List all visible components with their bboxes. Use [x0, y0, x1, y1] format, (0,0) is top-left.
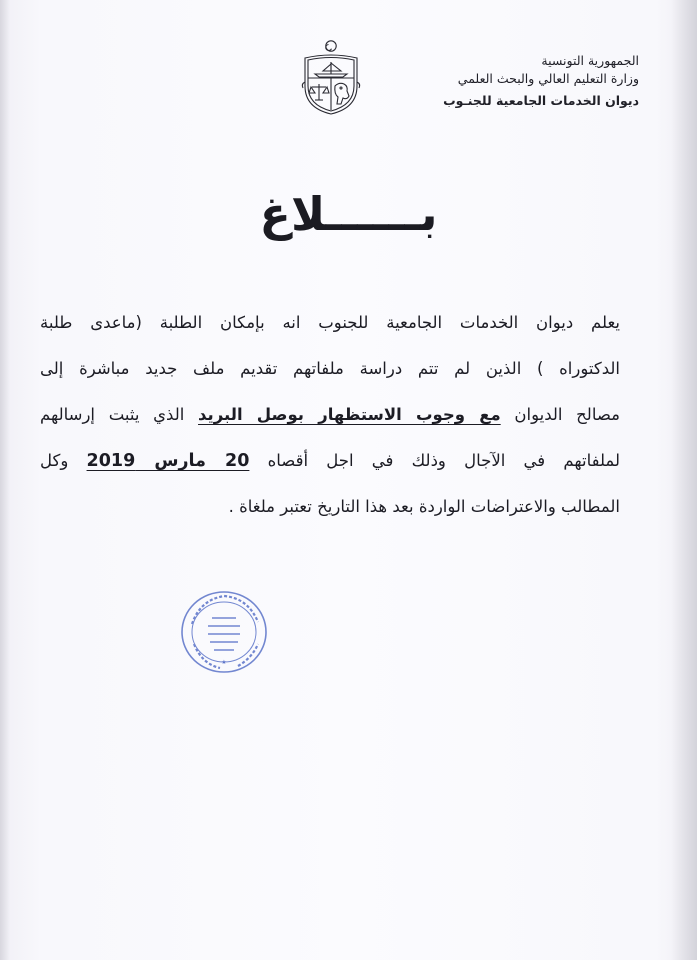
letterhead: [339, 52, 639, 110]
official-round-stamp-icon: [178, 588, 270, 676]
body-line-2: الدكتوراه ) الذين لم تتم دراسة ملفاتهم تقديم ملف جديد مباشرة إلى: [40, 359, 620, 378]
republic-name: الجمهورية التونسية: [541, 53, 639, 68]
body-line-4-start: لملفاتهم في الآجال وذلك في اجل أقصاه: [249, 451, 620, 470]
office-name: ديوان الخدمات الجامعية للجنـوب: [443, 93, 639, 108]
ministry-name: وزارة التعليم العالي والبحث العلمي: [457, 71, 639, 86]
paper-shadow-right: [671, 0, 697, 960]
body-line-3-end: الذي يثبت إرسالهم: [40, 405, 199, 424]
postal-receipt-requirement: مع وجوب الاستظهار بوصل البريد: [198, 405, 501, 424]
body-line-1: يعلم ديوان الخدمات الجامعية للجنوب انه بإمكان الطلبة (ماعدى طلبة: [40, 313, 620, 332]
deadline-date: 20 مارس 2019: [86, 451, 250, 471]
paper-shadow-left: [0, 0, 10, 960]
announcement-title: بــــــلاغ: [259, 187, 438, 241]
body-line-3: [40, 392, 620, 438]
svg-text:★: ★: [221, 659, 227, 666]
body-line-5: المطالب والاعتراضات الواردة بعد هذا التاريخ تعتبر ملغاة .: [228, 497, 620, 516]
body-line-4-end: وكل: [40, 451, 87, 470]
body-line-3-start: مصالح الديوان: [500, 405, 621, 424]
announcement-body: [40, 300, 620, 530]
body-line-4: [40, 438, 620, 484]
